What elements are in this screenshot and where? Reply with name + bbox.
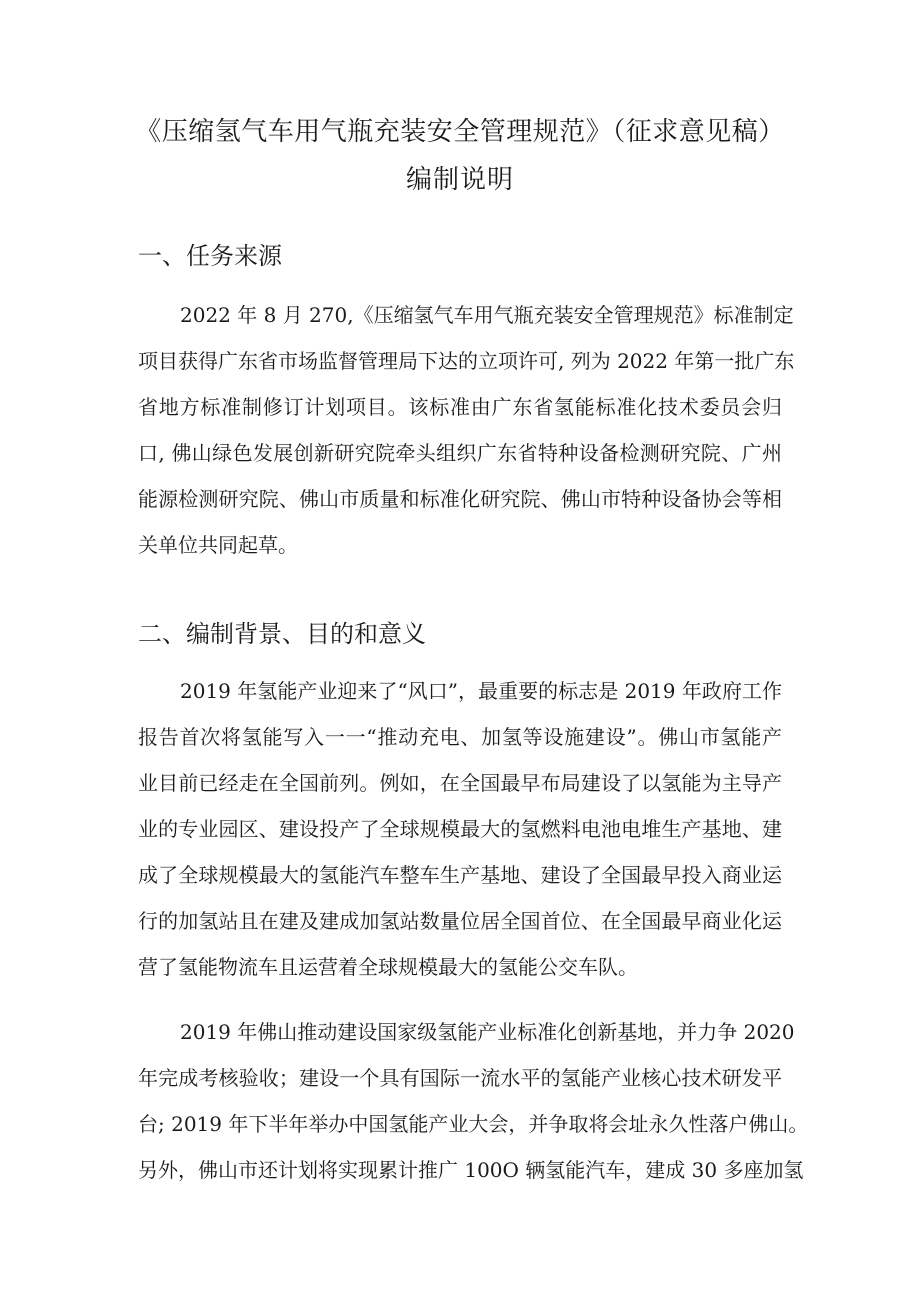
text-line: 2019 年佛山推动建设国家级氢能产业标准化创新基地，并力争 2020 bbox=[180, 1020, 795, 1044]
text-line: 口, 佛山绿色发展创新研究院牵头组织广东省特种设备检测研究院、广州 bbox=[138, 441, 782, 465]
text-line: 2019 年氢能产业迎来了“风口”，最重要的标志是 2019 年政府工作 bbox=[180, 679, 782, 703]
document-subtitle: 编制说明 bbox=[405, 165, 514, 195]
text-line: 台; 2019 年下半年举办中国氢能产业大会，并争取将会址永久性落户佛山。 bbox=[138, 1112, 809, 1136]
document-title: 《压缩氢气车用气瓶充装安全管理规范》（征求意见稿） bbox=[135, 117, 785, 147]
text-line: 能源检测研究院、佛山市质量和标准化研究院、佛山市特种设备协会等相 bbox=[138, 487, 782, 511]
paragraph-background-2 bbox=[138, 1009, 809, 1193]
text-line: 业的专业园区、建设投产了全球规模最大的氢燃料电池电堆生产基地、建 bbox=[138, 817, 782, 841]
text-line: 省地方标准制修订计划项目。该标准由广东省氢能标准化技术委员会归 bbox=[138, 395, 782, 419]
text-line: 行的加氢站且在建及建成加氢站数量位居全国首位、在全国最早商业化运 bbox=[138, 909, 782, 933]
paragraph-task-source bbox=[138, 292, 795, 568]
paragraph-background-1 bbox=[138, 668, 782, 990]
text-line: 业目前已经走在全国前列。例如，在全国最早布局建设了以氢能为主导产 bbox=[138, 771, 782, 795]
text-line: 年完成考核验收；建设一个具有国际一流水平的氢能产业核心技术研发平 bbox=[138, 1066, 782, 1090]
text-line: 成了全球规模最大的氢能汽车整车生产基地、建设了全国最早投入商业运 bbox=[138, 863, 782, 887]
text-line: 项目获得广东省市场监督管理局下达的立项许可, 列为 2022 年第一批广东 bbox=[138, 349, 795, 373]
section-heading-background: 二、编制背景、目的和意义 bbox=[138, 620, 426, 648]
text-line: 2022 年 8 月 270,《压缩氢气车用气瓶充装安全管理规范》标准制定 bbox=[180, 303, 794, 327]
text-line: 另外，佛山市还计划将实现累计推广 100O 辆氢能汽车，建成 30 多座加氢 bbox=[138, 1158, 804, 1182]
section-heading-task-source: 一、任务来源 bbox=[138, 242, 282, 270]
text-line: 报告首次将氢能写入一一“推动充电、加氢等设施建设”。佛山市氢能产 bbox=[138, 725, 782, 749]
text-line: 营了氢能物流车且运营着全球规模最大的氢能公交车队。 bbox=[138, 955, 638, 979]
text-line: 关单位共同起草。 bbox=[138, 533, 298, 557]
